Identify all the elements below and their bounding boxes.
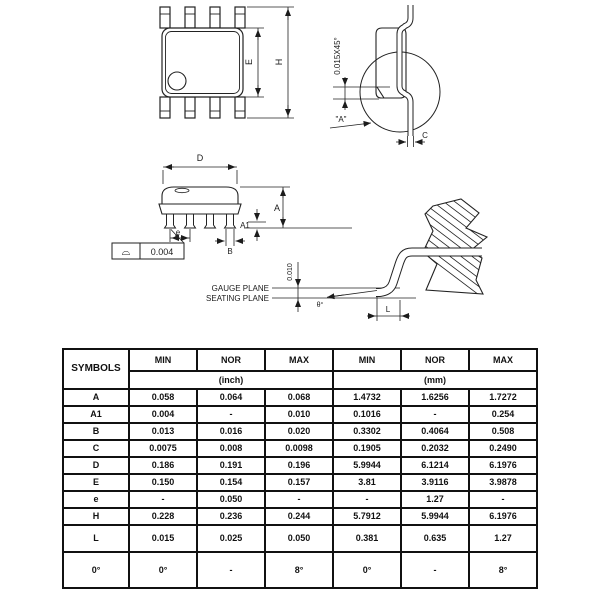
col-header: NOR	[401, 349, 469, 371]
table-row	[63, 552, 537, 588]
row-symbol: A	[63, 389, 129, 406]
table-cell: 0.3302	[333, 423, 401, 440]
table-cell: 1.4732	[333, 389, 401, 406]
gauge-plane-label: GAUGE PLANE	[211, 284, 269, 293]
table-cell: 0°	[333, 552, 401, 588]
row-symbol: C	[63, 440, 129, 457]
dim-E-label: E	[244, 58, 254, 66]
ref-a-label: "A"	[335, 115, 347, 124]
table-cell: 0.2490	[469, 440, 537, 457]
detail-view-a	[330, 5, 440, 147]
table-cell: 0.050	[265, 525, 333, 552]
table-cell: 1.27	[469, 525, 537, 552]
package-side-view	[112, 167, 352, 259]
table-cell: 0.064	[197, 389, 265, 406]
row-symbol: D	[63, 457, 129, 474]
table-cell: -	[401, 552, 469, 588]
table-cell: 5.9944	[401, 508, 469, 525]
table-row	[63, 525, 537, 552]
bottom-pins	[160, 97, 245, 118]
col-header: MIN	[333, 349, 401, 371]
table-cell: 0.068	[265, 389, 333, 406]
table-row	[63, 406, 537, 423]
table-cell: 5.9944	[333, 457, 401, 474]
chamfer-label: 0.015X45°	[333, 37, 342, 75]
mold-cap	[162, 187, 238, 204]
table-cell: 0.016	[197, 423, 265, 440]
table-cell: 3.9878	[469, 474, 537, 491]
table-cell: -	[197, 552, 265, 588]
table-cell: 0.004	[129, 406, 197, 423]
col-header: MIN	[129, 349, 197, 371]
row-symbol: H	[63, 508, 129, 525]
table-cell: 0.015	[129, 525, 197, 552]
dim-e-label: e	[175, 228, 181, 237]
table-row	[63, 440, 537, 457]
dim-D-label: D	[196, 153, 204, 163]
table-row	[63, 457, 537, 474]
table-cell: 0.157	[265, 474, 333, 491]
row-symbol: 0°	[63, 552, 129, 588]
table-cell: -	[469, 491, 537, 508]
table-cell: 0.236	[197, 508, 265, 525]
table-cell: 0.2032	[401, 440, 469, 457]
dim-C	[396, 136, 425, 147]
dim-offset-label: 0.010	[287, 263, 294, 281]
table-cell: 0.010	[265, 406, 333, 423]
table-cell: 0.0075	[129, 440, 197, 457]
table-cell: 0.008	[197, 440, 265, 457]
symbols-header: SYMBOLS	[63, 349, 129, 389]
dim-A-label: A	[273, 203, 281, 213]
table-cell: 0.058	[129, 389, 197, 406]
col-header: MAX	[469, 349, 537, 371]
table-row	[63, 491, 537, 508]
col-header: NOR	[197, 349, 265, 371]
dim-D	[163, 167, 237, 184]
theta-arrow	[327, 295, 344, 297]
table-row	[63, 508, 537, 525]
seating-plane-label: SEATING PLANE	[206, 294, 269, 303]
table-cell: 8°	[265, 552, 333, 588]
table-cell: -	[333, 491, 401, 508]
table-cell: 1.6256	[401, 389, 469, 406]
table-cell: 0.050	[197, 491, 265, 508]
table-cell: 0.381	[333, 525, 401, 552]
table-unit-row	[63, 371, 537, 389]
package-body	[162, 28, 243, 97]
dim-C-label: C	[422, 131, 428, 140]
table-cell: 0.4064	[401, 423, 469, 440]
table-cell: 1.27	[401, 491, 469, 508]
table-cell: 0.254	[469, 406, 537, 423]
table-row	[63, 389, 537, 406]
table-cell: -	[401, 406, 469, 423]
table-cell: 0.244	[265, 508, 333, 525]
table-cell: 0.0098	[265, 440, 333, 457]
dim-B	[215, 229, 245, 246]
dim-A1-label: A1	[240, 221, 250, 230]
flatness-value: 0.004	[150, 247, 174, 257]
table-cell: 5.7912	[333, 508, 401, 525]
dimension-table	[62, 348, 538, 589]
flatness-symbol: ⌓	[121, 246, 131, 258]
table-cell: 0.228	[129, 508, 197, 525]
table-row	[63, 474, 537, 491]
dim-L-label: L	[385, 305, 391, 314]
row-symbol: e	[63, 491, 129, 508]
dim-B-label: B	[227, 247, 233, 256]
table-cell: 6.1214	[401, 457, 469, 474]
row-symbol: E	[63, 474, 129, 491]
row-symbol: A1	[63, 406, 129, 423]
table-cell: 0.013	[129, 423, 197, 440]
table-row	[63, 423, 537, 440]
table-cell: 0.635	[401, 525, 469, 552]
table-cell: 0.150	[129, 474, 197, 491]
table-cell: -	[197, 406, 265, 423]
table-cell: 6.1976	[469, 457, 537, 474]
side-body	[159, 204, 241, 214]
table-cell: 6.1976	[469, 508, 537, 525]
table-cell: 0.154	[197, 474, 265, 491]
table-cell: -	[265, 491, 333, 508]
side-leads	[165, 214, 236, 228]
table-cell: 0.025	[197, 525, 265, 552]
unit-mm: (mm)	[333, 371, 537, 389]
table-cell: 0.1016	[333, 406, 401, 423]
table-cell: 0.191	[197, 457, 265, 474]
detail-lead	[400, 5, 411, 136]
top-pins	[160, 7, 245, 28]
table-header-row	[63, 349, 537, 371]
table-cell: 0.196	[265, 457, 333, 474]
table-cell: 0.020	[265, 423, 333, 440]
table-cell: 0.1905	[333, 440, 401, 457]
col-header: MAX	[265, 349, 333, 371]
dim-A1	[248, 209, 266, 241]
table-cell: 0.186	[129, 457, 197, 474]
row-symbol: L	[63, 525, 129, 552]
unit-inch: (inch)	[129, 371, 333, 389]
table-cell: 8°	[469, 552, 537, 588]
table-cell: 3.81	[333, 474, 401, 491]
section-body	[423, 199, 487, 294]
table-cell: 1.7272	[469, 389, 537, 406]
row-symbol: B	[63, 423, 129, 440]
table-cell: -	[129, 491, 197, 508]
table-cell: 0°	[129, 552, 197, 588]
dim-H-label: H	[274, 58, 284, 66]
theta-label: θ°	[316, 302, 324, 309]
table-cell: 3.9116	[401, 474, 469, 491]
dim-H	[247, 7, 294, 118]
table-cell: 0.508	[469, 423, 537, 440]
